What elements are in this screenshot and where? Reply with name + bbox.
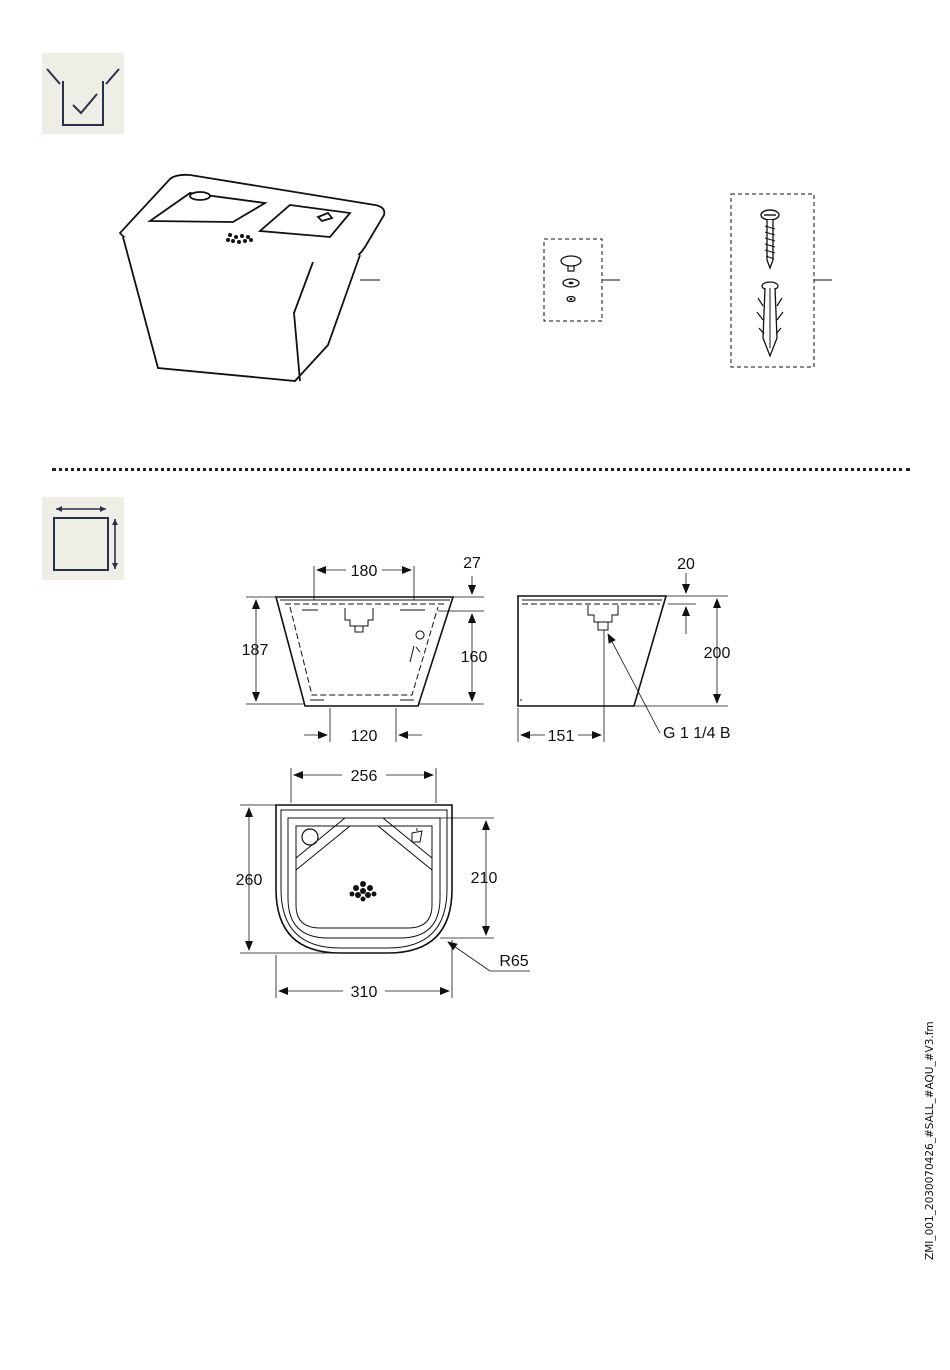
- dim-side-depth: 151: [547, 728, 575, 745]
- dim-side-height: 200: [703, 645, 731, 662]
- front-view: [246, 566, 484, 742]
- dim-top-width: 180: [350, 563, 378, 580]
- dim-inner-depth: 160: [460, 649, 488, 666]
- outlet-thread-label: G 1 1/4 B: [663, 725, 731, 742]
- dim-inner-width: 256: [350, 768, 378, 785]
- corner-radius-label: R65: [499, 953, 529, 970]
- dim-side-rim-height: 20: [677, 556, 695, 573]
- dim-bottom-width: 120: [350, 728, 378, 745]
- dim-front-rim-height: 27: [463, 555, 481, 572]
- dim-top-inner-depth: 210: [470, 870, 498, 887]
- dim-overall-width: 310: [350, 984, 378, 1001]
- dim-total-height: 187: [241, 642, 269, 659]
- dim-top-depth: 260: [235, 872, 263, 889]
- side-view: [518, 573, 728, 742]
- file-reference: ZMI_001_2030070426_#SALL_#AQU_#V3.fm: [924, 1021, 936, 1260]
